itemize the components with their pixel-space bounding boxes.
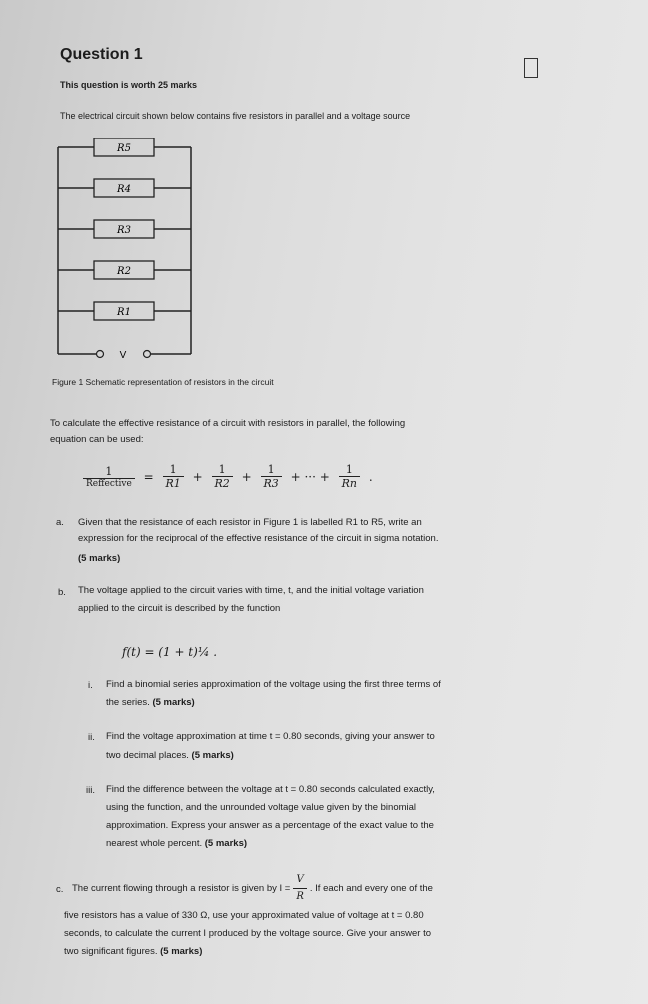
- label-r1: R1: [117, 307, 131, 318]
- part-b-ii-line2: two decimal places. (5 marks): [106, 750, 234, 761]
- term-1: $\frac{1}{R1}$: [163, 463, 184, 490]
- question-title: Question 1: [60, 46, 143, 63]
- term-2: $\frac{1}{R2}$: [212, 463, 233, 490]
- part-b-i-line1: Find a binomial series approximation of the voltage using the first three terms of: [106, 679, 441, 690]
- part-b-i-line2: the series. (5 marks): [106, 697, 195, 708]
- part-a-line2: expression for the reciprocal of the effective resistance of the circuit in sigma notation.: [78, 533, 439, 544]
- voltage-function: f(t) = (1 + t)¼ .: [122, 645, 218, 659]
- voltage-label: V: [119, 350, 127, 361]
- question-worth: This question is worth 25 marks: [60, 80, 198, 90]
- part-c-line1: The current flowing through a resistor is given by I = $\frac{V}{R}$ . If each and every one of the: [72, 872, 433, 905]
- part-b-ii-line1: Find the voltage approximation at time t = 0.80 seconds, giving your answer to: [106, 731, 435, 742]
- part-b-iii-line4: nearest whole percent. (5 marks): [106, 838, 248, 849]
- effective-intro-1: To calculate the effective resistance of a circuit with resistors in parallel, the following: [50, 418, 406, 429]
- label-r5: R5: [117, 143, 131, 154]
- figure-caption: Figure 1 Schematic representation of resistors in the circuit: [52, 377, 274, 387]
- label-r2: R2: [117, 266, 131, 277]
- part-a-line1: Given that the resistance of each resistor in Figure 1 is labelled R1 to R5, write an: [78, 517, 422, 528]
- part-c-line4: two significant figures. (5 marks): [64, 946, 203, 957]
- part-a-marks: (5 marks): [78, 553, 121, 564]
- lhs-fraction: $\frac{1}{\text{Reffective}}$: [83, 465, 135, 489]
- label-r4: R4: [117, 184, 131, 195]
- part-c-line3: seconds, to calculate the current I produced by the voltage source. Give your answer to: [64, 928, 432, 939]
- effective-resistance-equation: $\frac{1}{\text{Reffective}}$ = $\frac{1}{R1}$ + $\frac{1}{R2}$ + $\frac{1}{R3}$ + ··· + $\frac{1}{Rn}$ .: [80, 463, 375, 490]
- part-b-i-label: i.: [88, 680, 93, 691]
- part-b-line1: The voltage applied to the circuit varies with time, t, and the initial voltage variation: [78, 585, 424, 596]
- part-c-label: c.: [56, 884, 64, 895]
- flag-question-icon[interactable]: [524, 58, 538, 78]
- current-fraction: $\frac{V}{R}$: [293, 872, 307, 905]
- part-b-iii-label: iii.: [86, 785, 95, 796]
- part-a-label: a.: [56, 517, 64, 528]
- part-b-line2: applied to the circuit is described by the function: [78, 603, 281, 614]
- part-b-ii-label: ii.: [88, 732, 95, 743]
- circuit-diagram: [56, 138, 196, 374]
- terminal-right-icon: [144, 351, 151, 358]
- effective-intro-2: equation can be used:: [50, 434, 144, 445]
- question-intro: The electrical circuit shown below contains five resistors in parallel and a voltage source: [60, 111, 411, 121]
- label-r3: R3: [117, 225, 131, 236]
- part-b-label: b.: [58, 587, 66, 598]
- part-c-line2: five resistors has a value of 330 Ω, use your approximated value of voltage at t = 0.80: [64, 910, 424, 921]
- term-n: $\frac{1}{Rn}$: [339, 463, 360, 490]
- part-b-iii-line2: using the function, and the unrounded voltage value given by the binomial: [106, 802, 417, 813]
- part-b-iii-line1: Find the difference between the voltage at t = 0.80 seconds calculated exactly,: [106, 784, 435, 795]
- term-3: $\frac{1}{R3}$: [261, 463, 282, 490]
- terminal-left-icon: [97, 351, 104, 358]
- part-b-iii-line3: approximation. Express your answer as a percentage of the exact value to the: [106, 820, 434, 831]
